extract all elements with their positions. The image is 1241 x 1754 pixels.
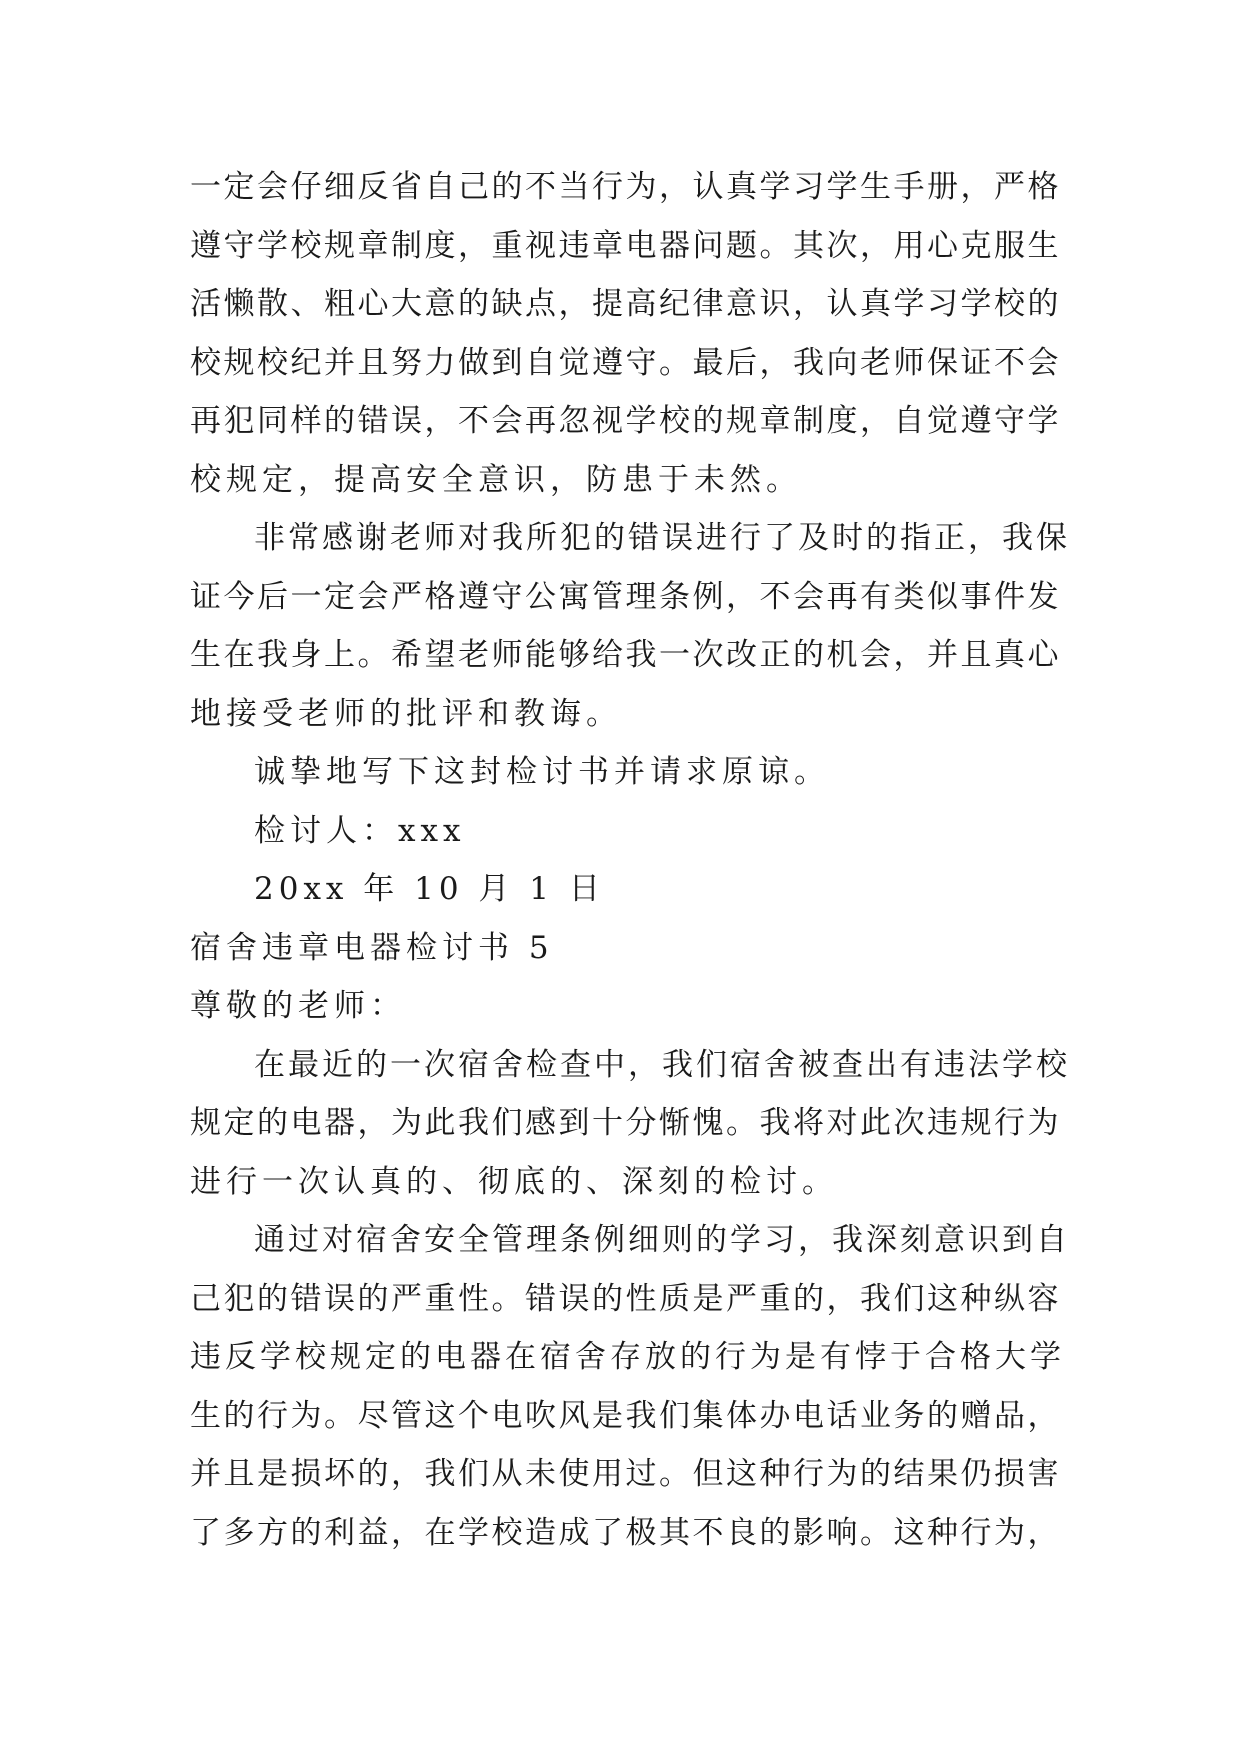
text-line: 证今后一定会严格遵守公寓管理条例，不会再有类似事件发 — [190, 578, 1061, 615]
section-title: 宿舍违章电器检讨书 5 — [190, 929, 554, 966]
text-line: 再犯同样的错误，不会再忽视学校的规章制度，自觉遵守学 — [190, 403, 1061, 439]
signature-line: 检讨人：xxx — [254, 812, 466, 849]
text-line: 非常感谢老师对我所犯的错误进行了及时的指正，我保 — [254, 520, 1070, 556]
text-line: 了多方的利益，在学校造成了极其不良的影响。这种行为， — [190, 1514, 1061, 1551]
text-line: 通过对宿舍安全管理条例细则的学习，我深刻意识到自 — [254, 1222, 1070, 1258]
text-line: 进行一次认真的、彻底的、深刻的检讨。 — [190, 1163, 838, 1200]
text-line: 校规定，提高安全意识，防患于未然。 — [190, 461, 802, 498]
text-line: 遵守学校规章制度，重视违章电器问题。其次，用心克服生 — [190, 227, 1061, 264]
text-line: 地接受老师的批评和教诲。 — [190, 695, 622, 732]
text-line: 规定的电器，为此我们感到十分惭愧。我将对此次违规行为 — [190, 1105, 1061, 1141]
text-line: 违反学校规定的电器在宿舍存放的行为是有悖于合格大学 — [190, 1339, 1065, 1375]
text-line: 校规校纪并且努力做到自觉遵守。最后，我向老师保证不会 — [190, 344, 1061, 381]
text-line: 诚挚地写下这封检讨书并请求原谅。 — [254, 754, 830, 790]
date-line: 20xx 年 10 月 1 日 — [254, 871, 605, 907]
text-line: 生的行为。尽管这个电吹风是我们集体办电话业务的赠品， — [190, 1397, 1061, 1434]
text-line: 并且是损坏的，我们从未使用过。但这种行为的结果仍损害 — [190, 1456, 1061, 1492]
text-line: 一定会仔细反省自己的不当行为，认真学习学生手册，严格 — [190, 169, 1061, 205]
text-line: 生在我身上。希望老师能够给我一次改正的机会，并且真心 — [190, 637, 1061, 673]
text-line: 活懒散、粗心大意的缺点，提高纪律意识，认真学习学校的 — [190, 286, 1061, 322]
text-line: 在最近的一次宿舍检查中，我们宿舍被查出有违法学校 — [254, 1046, 1070, 1083]
salutation: 尊敬的老师： — [190, 988, 406, 1024]
text-line: 己犯的错误的严重性。错误的性质是严重的，我们这种纵容 — [190, 1280, 1061, 1317]
document-body — [190, 158, 1070, 1562]
